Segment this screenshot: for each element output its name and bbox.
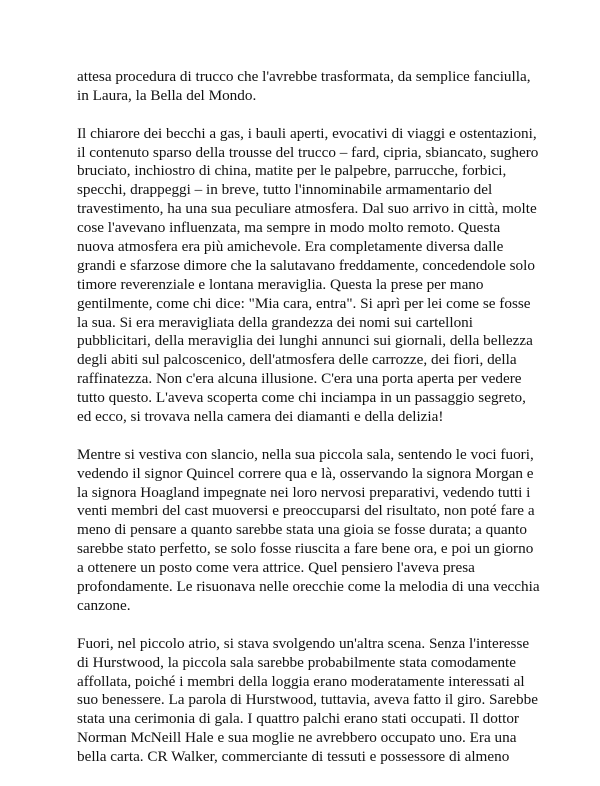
text-line: attesa procedura di trucco che l'avrebbe trasformata, da semplice fanciulla, <box>77 68 531 85</box>
text-line: ed ecco, si trovava nella camera dei diamanti e della delizia! <box>77 408 444 426</box>
paragraph-4 <box>77 635 547 767</box>
text-line: profondamente. Le risuonava nelle orecchie come la melodia di una vecchia <box>77 578 540 596</box>
text-line: gentilmente, come chi dice: "Mia cara, entra". Si aprì per lei come se fosse <box>77 294 531 312</box>
text-line: bella carta. CR Walker, commerciante di tessuti e possessore di almeno <box>77 748 510 766</box>
text-line: tutto questo. L'aveva scoperta come chi inciampa in un passaggio segreto, <box>77 389 526 407</box>
text-line: in Laura, la Bella del Mondo. <box>77 86 257 104</box>
text-line: venti membri del cast muoversi e preoccuparsi del risultato, non poté fare a <box>77 502 535 520</box>
text-line: Il chiarore dei becchi a gas, i bauli aperti, evocativi di viaggi e ostentazioni, <box>77 124 537 142</box>
text-line: sarebbe stato perfetto, se solo fosse riuscita a fare bene ora, e poi un giorno <box>77 540 534 558</box>
text-line: specchi, drappeggi – in breve, tutto l'innominabile armamentario del <box>77 181 493 199</box>
paragraph-2 <box>77 125 547 427</box>
text-line: la signora Hoagland impegnate nei loro nervosi preparativi, vedendo tutti i <box>77 483 531 501</box>
text-line: Fuori, nel piccolo atrio, si stava svolgendo un'altra scena. Senza l'interesse <box>77 634 530 652</box>
text-line: grandi e sfarzose dimore che la salutavano freddamente, concedendole solo <box>77 256 535 274</box>
text-line: pubblicitari, della meraviglia dei lunghi annunci sui giornali, della bellezza <box>77 332 533 350</box>
text-line: di Hurstwood, la piccola sala sarebbe probabilmente stata comodamente <box>77 653 517 671</box>
text-line: cose l'avevano influenzata, ma sempre in modo molto remoto. Questa <box>77 219 501 237</box>
paragraph-1 <box>77 68 547 106</box>
text-line: a ottenere un posto come vera attrice. Quel pensiero l'aveva presa <box>77 559 475 577</box>
text-line: bruciato, inchiostro di china, matite per le palpebre, parrucche, forbici, <box>77 162 507 180</box>
document-page <box>77 68 547 786</box>
text-line: vedendo il signor Quincel correre qua e là, osservando la signora Morgan e <box>77 464 534 482</box>
text-line: canzone. <box>77 596 131 614</box>
text-line: degli abiti sul palcoscenico, dell'atmosfera delle carrozze, dei fiori, della <box>77 351 517 369</box>
text-line: travestimento, ha una sua peculiare atmosfera. Dal suo arrivo in città, molte <box>77 200 537 218</box>
text-line: il contenuto sparso della trousse del trucco – fard, cipria, sbiancato, sughero <box>77 143 539 161</box>
text-line: stata una cerimonia di gala. I quattro palchi erano stati occupati. Il dottor <box>77 710 519 728</box>
text-line: meno di pensare a quanto sarebbe stata una gioia se fosse durata; a quanto <box>77 521 527 539</box>
text-line: timore reverenziale e lontana meraviglia. Questa la prese per mano <box>77 275 484 293</box>
text-line: Norman McNeill Hale e sua moglie ne avrebbero occupato uno. Era una <box>77 729 517 747</box>
text-line: raffinatezza. Non c'era alcuna illusione. C'era una porta aperta per vedere <box>77 370 522 388</box>
paragraph-3 <box>77 446 547 616</box>
text-line: suo benessere. La parola di Hurstwood, tuttavia, aveva fatto il giro. Sarebbe <box>77 691 538 709</box>
text-line: Mentre si vestiva con slancio, nella sua piccola sala, sentendo le voci fuori, <box>77 445 534 463</box>
text-line: la sua. Si era meravigliata della grandezza dei nomi sui cartelloni <box>77 313 473 331</box>
text-line: affollata, poiché i membri della loggia erano moderatamente interessati al <box>77 672 525 690</box>
text-line: nuova atmosfera era più amichevole. Era completamente diversa dalle <box>77 238 504 256</box>
